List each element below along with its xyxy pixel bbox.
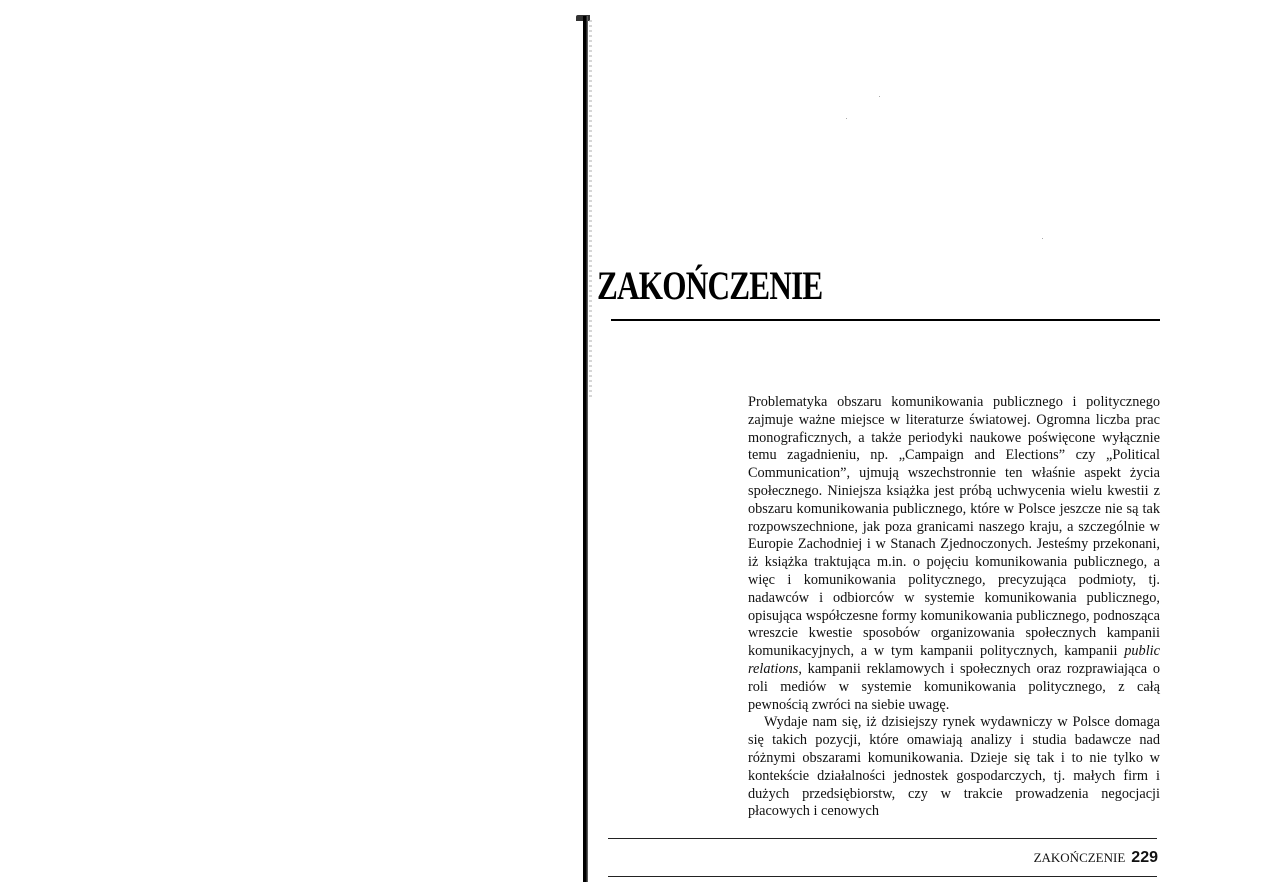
running-title: ZAKOŃCZENIE [1033,850,1126,865]
running-footer [1034,849,1158,867]
scan-speck [846,118,847,119]
paragraph-1-italic-term: public relations [748,643,1160,677]
paragraph-2 [748,714,1160,821]
page-number: 229 [1131,849,1158,866]
page-spine-line [583,16,588,882]
chapter-heading: ZAKOŃCZENIE [597,263,823,308]
heading-rule [611,319,1160,321]
paragraph-1-part-1: Problematyka obszaru komunikowania publicznego i politycznego zajmuje ważne miejsce w literaturze światowej. Ogromna liczba prac monograficznych, a także periodyki naukowe poświęcone wyłącznie temu zagadnieniu, np. „Campaign and Elections” czy „Political Communication”, ujmują wszechstronnie ten właśnie aspekt życia społecznego. Niniejsza książka jest próbą uchwycenia wielu kwestii z obszaru komunikowania publicznego, które w Polsce jeszcze nie są tak rozpowszechnione, jak poza granicami naszego kraju, a szczególnie w Europie Zachodniej i w Stanach Zjednoczonych. Jesteśmy przekonani, iż książka traktująca m.in. o pojęciu komunikowania publicznego, a więc i komunikowania politycznego, precyzująca podmioty, tj. nadawców i odbiorców w systemie komunikowania publicznego, opisująca współczesne formy komunikowania publicznego, podnosząca wreszcie kwestie sposobów organizowania społecznych kampanii komunikacyjnych, a w tym kampanii politycznych, kampanii [748,394,1160,660]
body-text [748,394,1160,821]
paragraph-2-text: Wydaje nam się, iż dzisiejszy rynek wydawniczy w Polsce domaga się takich pozycji, które omawiają analizy i studia badawcze nad różnymi obszarami komunikowania. Dzieje się tak i to nie tylko w kontekście działalności jednostek gospodarczych, tj. małych firm i dużych przedsiębiorstw, czy w trakcie prowadzenia negocjacji płacowych i cenowych [748,714,1160,820]
footer-rule-top [608,838,1157,839]
scan-speck [879,96,880,97]
page-spine-shadow [589,20,592,400]
paragraph-1-part-3: , kampanii reklamowych i społecznych oraz rozprawiająca o roli mediów w systemie komunikowania politycznego, z całą pewnością zwróci na siebie uwagę. [748,660,1160,713]
paragraph-1 [748,394,1160,714]
scan-speck [1042,238,1043,239]
footer-rule-bottom [608,876,1157,877]
